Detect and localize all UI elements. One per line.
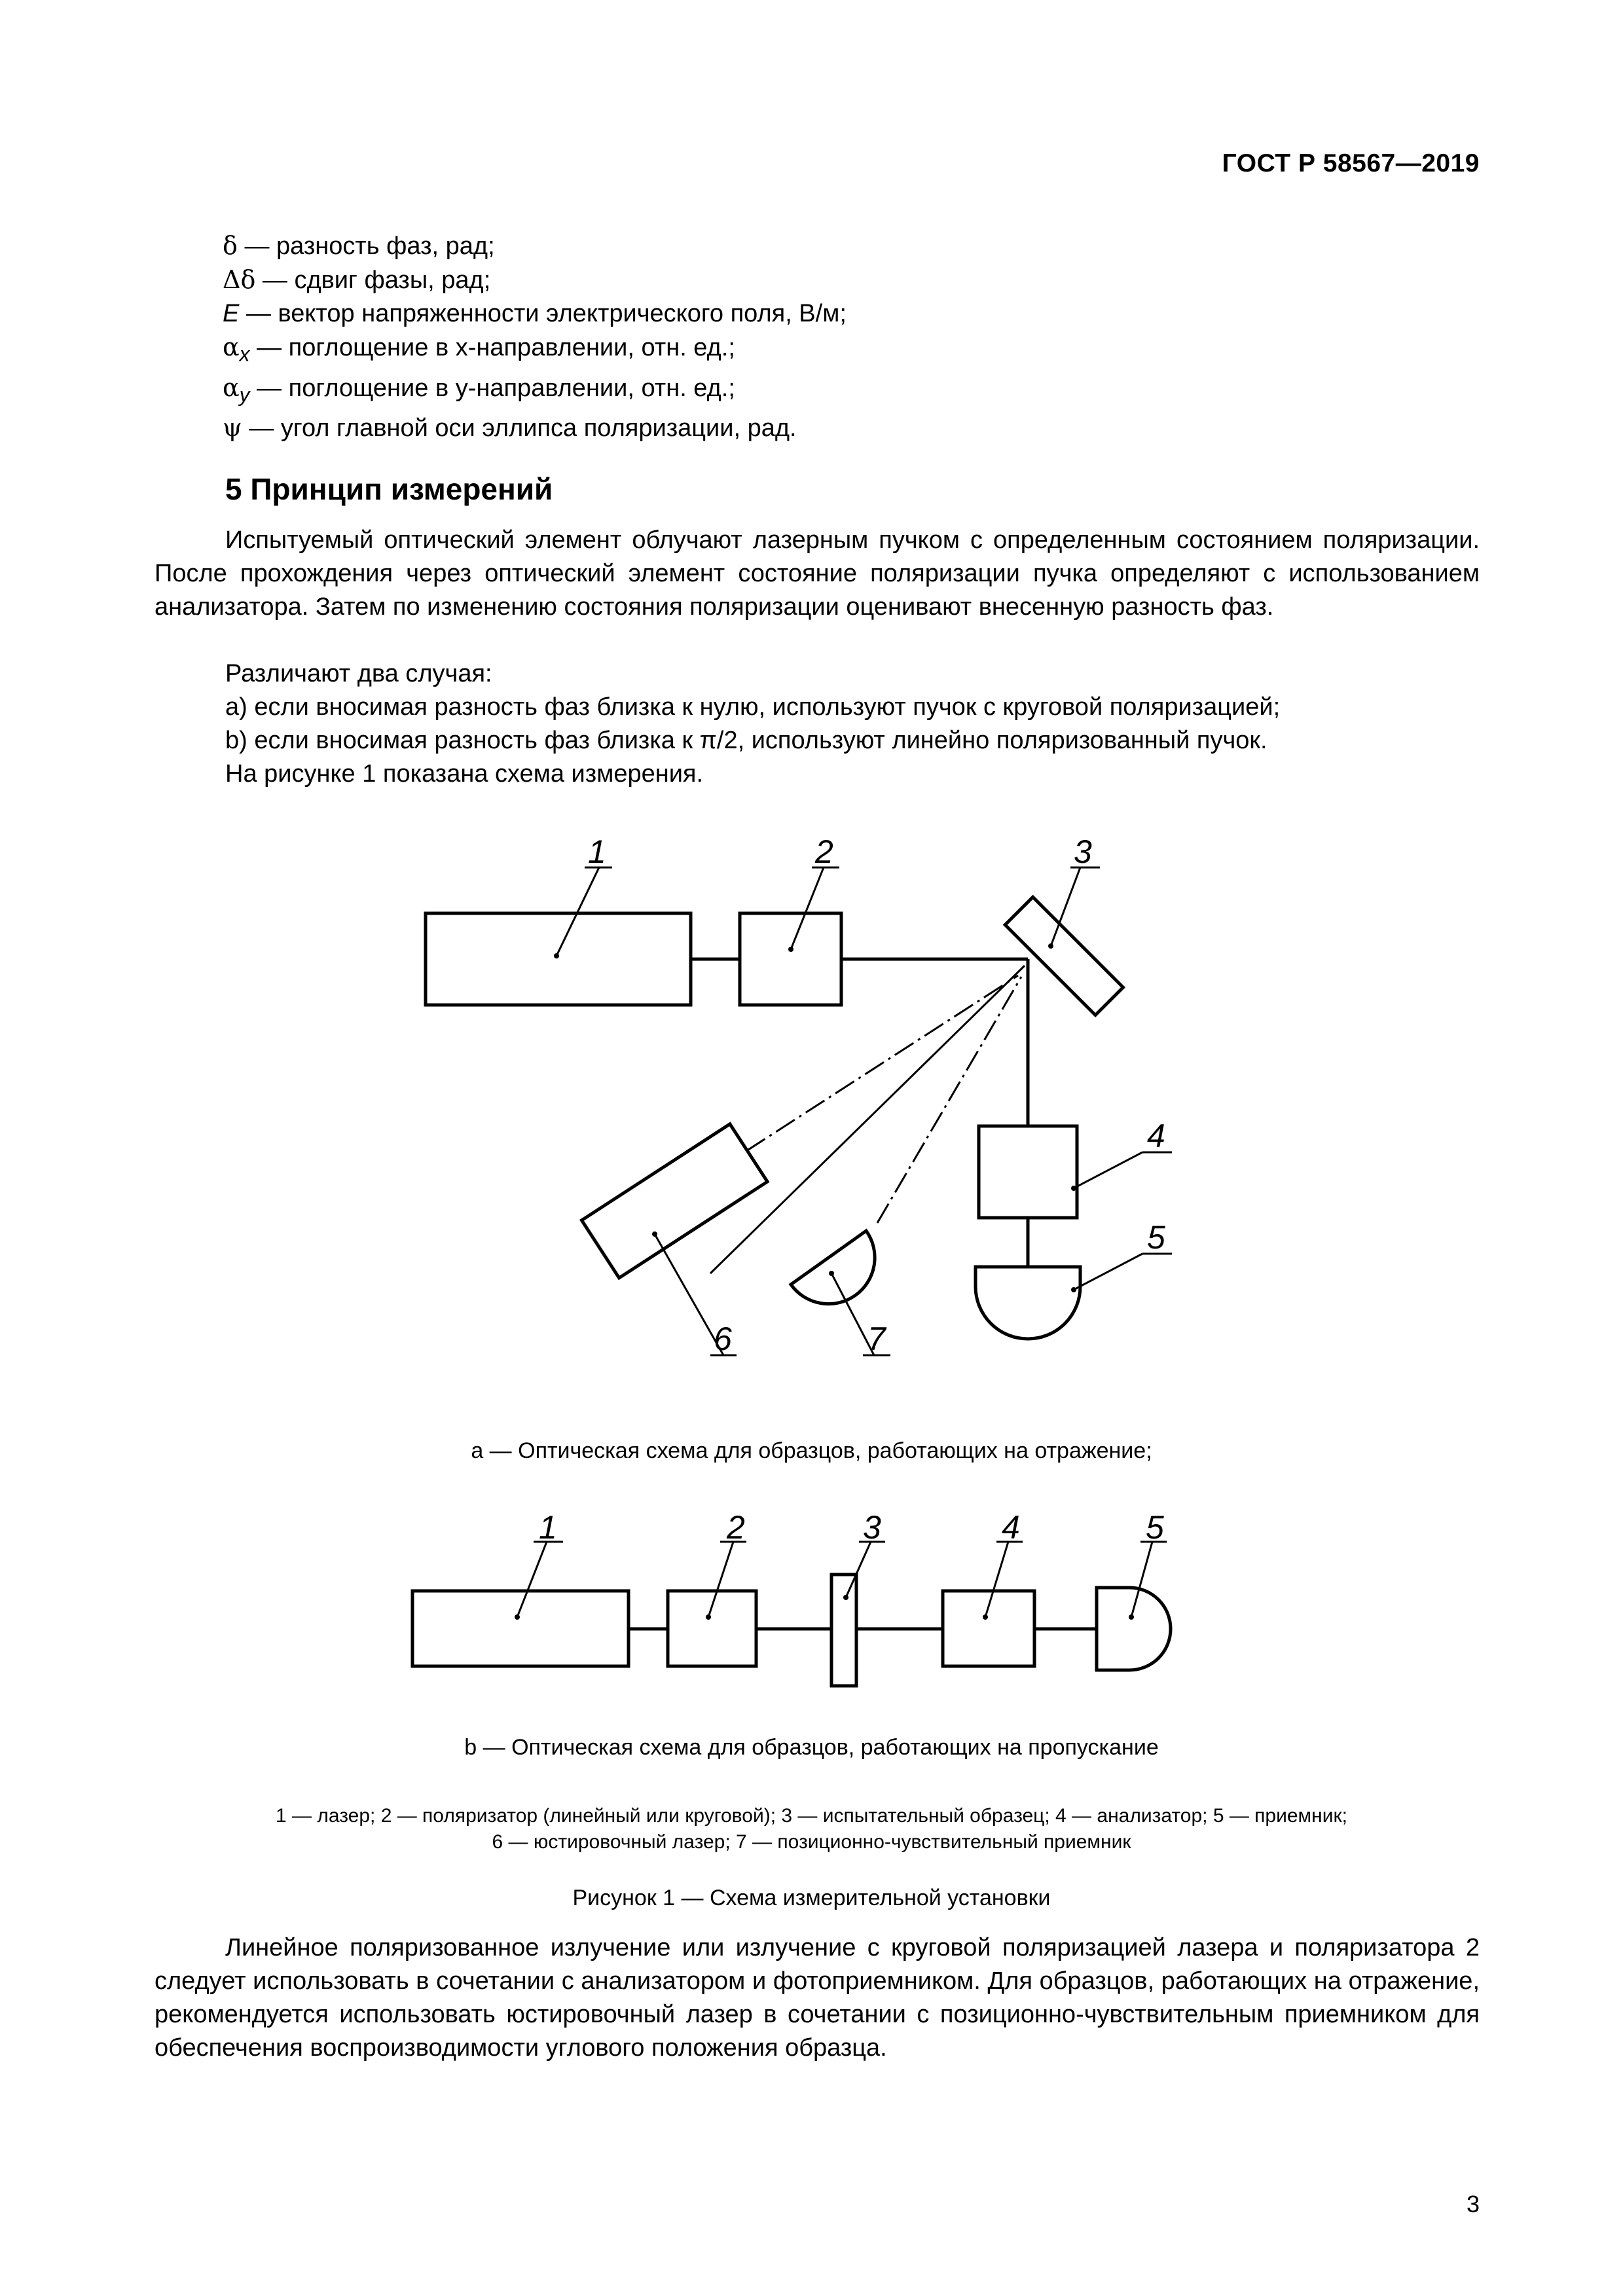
label-1-b: 1 <box>539 1509 557 1546</box>
paragraph-figure-ref: На рисунке 1 показана схема измерения. <box>225 760 704 788</box>
paragraph-principle: Испытуемый оптический элемент облучают лазерным пучком с определенным состоянием поляризации. После прохождения через оптический элемент состояние поляризации пучка определяют с использованием анализатора. Затем по изменению состояния поляризации оценивают внесенную разность фаз. <box>155 526 1480 621</box>
symbol-item: δ — разность фаз, рад; <box>223 231 495 260</box>
figure-legend <box>0 1803 1623 1855</box>
standard-header: ГОСТ Р 58567—2019 <box>1222 149 1480 177</box>
paragraph-recommendation: Линейное поляризованное излучение или излучение с круговой поляризацией лазера и поляризатора 2 следует использовать в сочетании с анализатором и фотоприемником. Для образцов, работающих на отражение, рекомендуется использовать юстировочный лазер в сочетании с позиционно-чувствительным приемником для обеспечения воспроизводимости углового положения образца. <box>155 1934 1480 2062</box>
label-2-b: 2 <box>727 1509 745 1546</box>
symbol-item: Δδ — сдвиг фазы, рад; <box>223 265 491 294</box>
legend-line: 6 — юстировочный лазер; 7 — позиционно-чувствительный приемник <box>492 1831 1131 1853</box>
alignment-beam <box>877 977 1021 1223</box>
analyzer-box-a <box>979 1126 1077 1218</box>
caption-b: b — Оптическая схема для образцов, работающих на пропускание <box>464 1735 1159 1760</box>
detector-b <box>1097 1588 1171 1670</box>
symbol-item: $\alpha_y$ — поглощение в y-направлении, отн. ед.; <box>223 373 735 407</box>
alignment-beam <box>710 966 1025 1273</box>
analyzer-box-b <box>943 1591 1034 1666</box>
symbol-item: E — вектор напряженности электрического поля, В/м; <box>223 300 847 327</box>
label-1-a: 1 <box>588 833 606 870</box>
list-item-a: a) если вносимая разность фаз близка к нулю, используют пучок с круговой поляризацией; <box>225 693 1281 721</box>
label-4-a: 4 <box>1147 1118 1165 1154</box>
label-6-a: 6 <box>714 1321 732 1357</box>
label-2-a: 2 <box>815 833 833 870</box>
symbol-item: $\alpha_x$ — поглощение в x-направлении, отн. ед.; <box>223 333 735 366</box>
position-detector <box>791 1231 875 1304</box>
symbol-item: ψ — угол главной оси эллипса поляризации, рад. <box>223 413 797 443</box>
label-4-b: 4 <box>1002 1509 1020 1546</box>
detector-a <box>976 1267 1080 1339</box>
label-3-b: 3 <box>863 1509 881 1546</box>
label-5-b: 5 <box>1146 1509 1164 1546</box>
page-number: 3 <box>1466 2191 1480 2217</box>
sample-plate-b <box>831 1575 856 1686</box>
polarizer-box-b <box>668 1591 756 1666</box>
laser-box-b <box>412 1591 629 1666</box>
caption-a: a — Оптическая схема для образцов, работающих на отражение; <box>471 1438 1152 1463</box>
figure-title: Рисунок 1 — Схема измерительной установки <box>572 1886 1051 1910</box>
label-5-a: 5 <box>1147 1219 1165 1256</box>
polarizer-box-a <box>740 913 841 1005</box>
legend-line: 1 — лазер; 2 — поляризатор (линейный или круговой); 3 — испытательный образец; 4 — анализатор; 5 — приемник; <box>276 1805 1347 1827</box>
sample-plate-a <box>1005 897 1123 1015</box>
label-7-a: 7 <box>867 1321 886 1357</box>
list-item-b: b) если вносимая разность фаз близка к π/2, используют линейно поляризованный пучок. <box>225 727 1267 754</box>
section-title: 5 Принцип измерений <box>225 472 553 506</box>
label-3-a: 3 <box>1074 833 1092 870</box>
laser-box-a <box>426 913 691 1005</box>
alignment-laser-box <box>581 1124 767 1278</box>
paragraph-cases: Различают два случая: <box>225 660 492 687</box>
